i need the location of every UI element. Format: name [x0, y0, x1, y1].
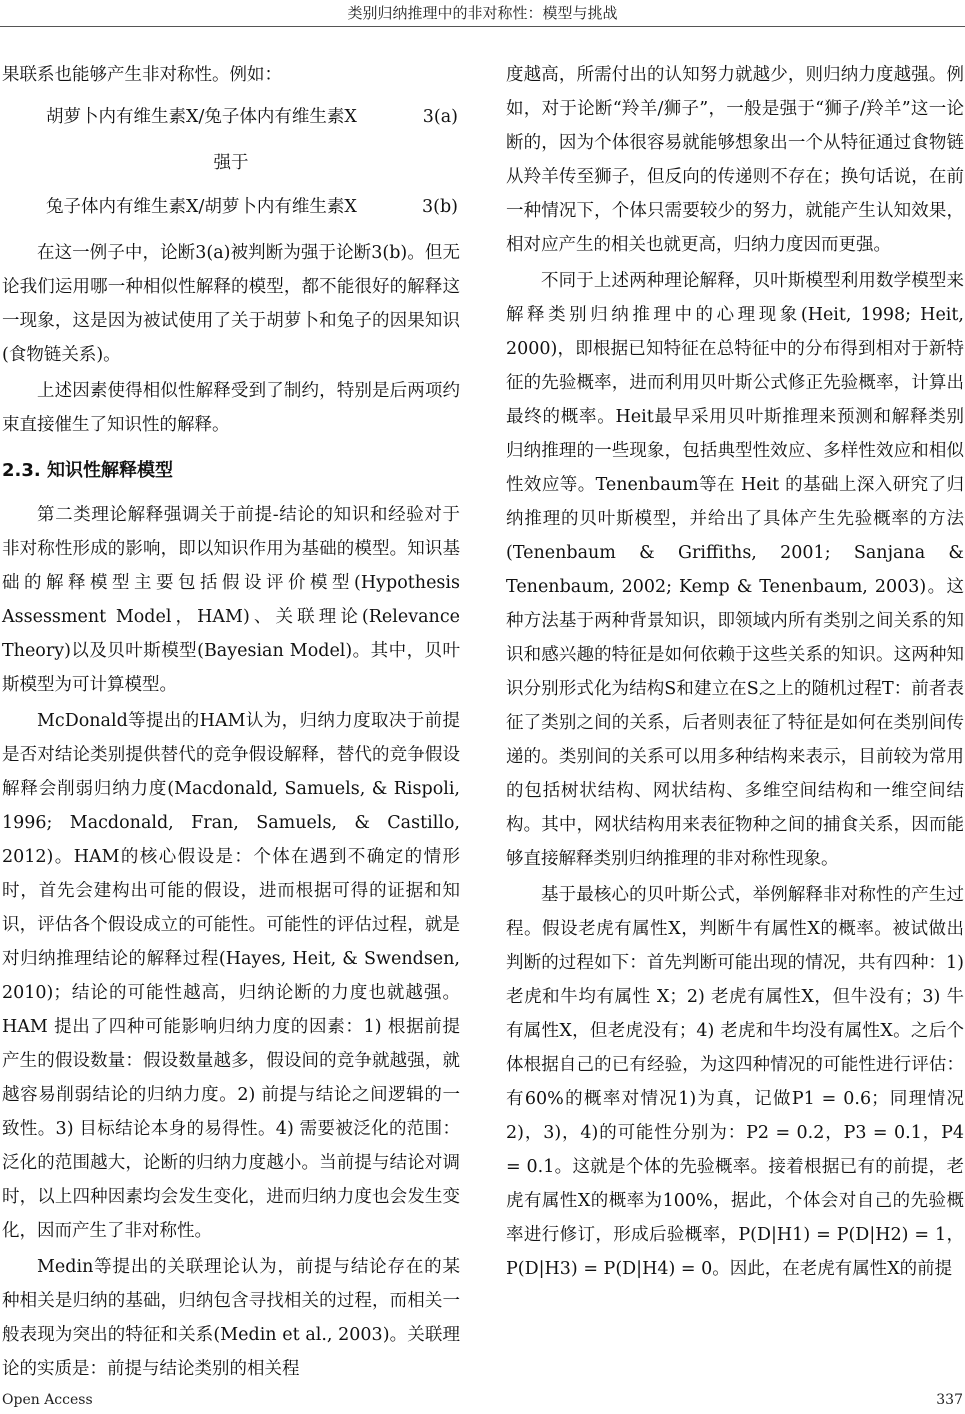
running-header: 类别归纳推理中的非对称性：模型与挑战	[347, 4, 618, 22]
header-rule	[0, 26, 965, 27]
paragraph: 不同于上述两种理论解释，贝叶斯模型利用数学模型来解释类别归纳推理中的心理现象(Heit, 1998; Heit, 2000)，即根据已知特征在总特征中的分布得到相对于新特征的先验概率，进而利用贝叶斯公式修正先验概率，计算出最终的概率。Heit最早采用贝叶斯推理来预测和解释类别归纳推理的一些现象，包括典型性效应、多样性效应和相似性效应等。Tenenbaum等在 Heit 的基础上深入研究了归纳推理的贝叶斯模型，并给出了具体产生先验概率的方法(Tenenbaum & Griffiths, 2001; Sanjana & Tenenbaum, 2002; Kemp & Tenenbaum, 2003)。这种方法基于两种背景知识，即领域内所有类别之间关系的知识和感兴趣的特征是如何依赖于这些关系的知识。这两种知识分别形式化为结构S和建立在S之上的随机过程T：前者表征了类别之间的关系，后者则表征了特征是如何在类别间传递的。类别间的关系可以用多种结构来表示，目前较为常用的包括树状结构、网状结构、多维空间结构和一维空间结构。其中，网状结构用来表征物种之间的捕食关系，因而能够直接解释类别归纳推理的非对称性现象。	[506, 271, 964, 869]
formula-3b-label: 3(b)	[422, 197, 458, 217]
paragraph: 基于最核心的贝叶斯公式，举例解释非对称性的产生过程。假设老虎有属性X，判断牛有属性X的概率。被试做出判断的过程如下：首先判断可能出现的情况，共有四种：1) 老虎和牛均有属性 X；2) 老虎有属性X，但牛没有；3) 牛有属性X，但老虎没有；4) 老虎和牛均没有属性X。之后个体根据自己的已有经验，为这四种情况的可能性进行评估：有60%的概率对情况1)为真，记做P1 = 0.6；同理情况2)，3)，4)的可能性分别为：P2 = 0.2，P3 = 0.1，P4 = 0.1。这就是个体的先验概率。接着根据已有的前提，老虎有属性X的概率为100%，据此，个体会对自己的先验概率进行修订，形成后验概率，P(D|H1) = P(D|H2) = 1，P(D|H3) = P(D|H4) = 0。因此，在老虎有属性X的前提	[506, 885, 964, 1279]
journal-label: Open Access	[2, 1392, 93, 1408]
paragraph-continued: 度越高，所需付出的认知努力就越少，则归纳力度越强。例如，对于论断“羚羊/狮子”，一般是强于“狮子/羚羊”这一论断的，因为个体很容易就能够想象出一个从特征通过食物链从羚羊传至狮子，但反向的传递则不存在；换句话说，在前一种情况下，个体只需要较少的努力，就能产生认知效果，相对应产生的相关也就更高，归纳力度因而更强。	[506, 65, 964, 255]
section-heading: 2.3. 知识性解释模型	[2, 460, 173, 481]
paragraph: Medin等提出的关联理论认为，前提与结论存在的某种相关是归纳的基础，归纳包含寻找相关的过程，而相关一般表现为突出的特征和关系(Medin et al., 2003)。关联理论的实质是：前提与结论类别的相关程	[2, 1257, 460, 1379]
formula-3b	[2, 190, 460, 224]
page-number: 337	[936, 1392, 963, 1408]
right-column	[506, 58, 964, 1286]
paragraph: 第二类理论解释强调关于前提-结论的知识和经验对于非对称性形成的影响，即以知识作用为基础的模型。知识基础的解释模型主要包括假设评价模型(Hypothesis Assessment Model，HAM)、关联理论(Relevance Theory)以及贝叶斯模型(Bayesian Model)。其中，贝叶斯模型为可计算模型。	[2, 505, 460, 695]
left-lead-text: 果联系也能够产生非对称性。例如：	[2, 65, 282, 85]
paragraph: 上述因素使得相似性解释受到了制约，特别是后两项约束直接催生了知识性的解释。	[2, 381, 460, 435]
paragraph: McDonald等提出的HAM认为，归纳力度取决于前提是否对结论类别提供替代的竞争假设解释，替代的竞争假设解释会削弱归纳力度(Macdonald, Samuels, & Rispoli, 1996; Macdonald, Fran, Samuels, & Castillo, 2012)。HAM的核心假设是：个体在遇到不确定的情形时，首先会建构出可能的假设，进而根据可得的证据和知识，评估各个假设成立的可能性。可能性的评估过程，就是对归纳推理结论的解释过程(Hayes, Heit, & Swendsen, 2010)；结论的可能性越高，归纳论断的力度也就越强。HAM 提出了四种可能影响归纳力度的因素：1) 根据前提产生的假设数量：假设数量越多，假设间的竞争就越强，就越容易削弱结论的归纳力度。2) 前提与结论之间逻辑的一致性。3) 目标结论本身的易得性。4) 需要被泛化的范围：泛化的范围越大，论断的归纳力度越小。当前提与结论对调时，以上四种因素均会发生变化，进而归纳力度也会发生变化，因而产生了非对称性。	[2, 711, 460, 1241]
formula-3a	[2, 100, 460, 134]
formula-connector: 强于	[213, 153, 249, 173]
formula-3a-label: 3(a)	[422, 107, 458, 127]
paragraph: 在这一例子中，论断3(a)被判断为强于论断3(b)。但无论我们运用哪一种相似性解释的模型，都不能很好的解释这一现象，这是因为被试使用了关于胡萝卜和兔子的因果知识(食物链关系)。	[2, 243, 460, 365]
formula-3b-text: 兔子体内有维生素X/胡萝卜内有维生素X	[46, 197, 357, 217]
formula-3a-text: 胡萝卜内有维生素X/兔子体内有维生素X	[46, 107, 357, 127]
left-column	[2, 58, 460, 1386]
